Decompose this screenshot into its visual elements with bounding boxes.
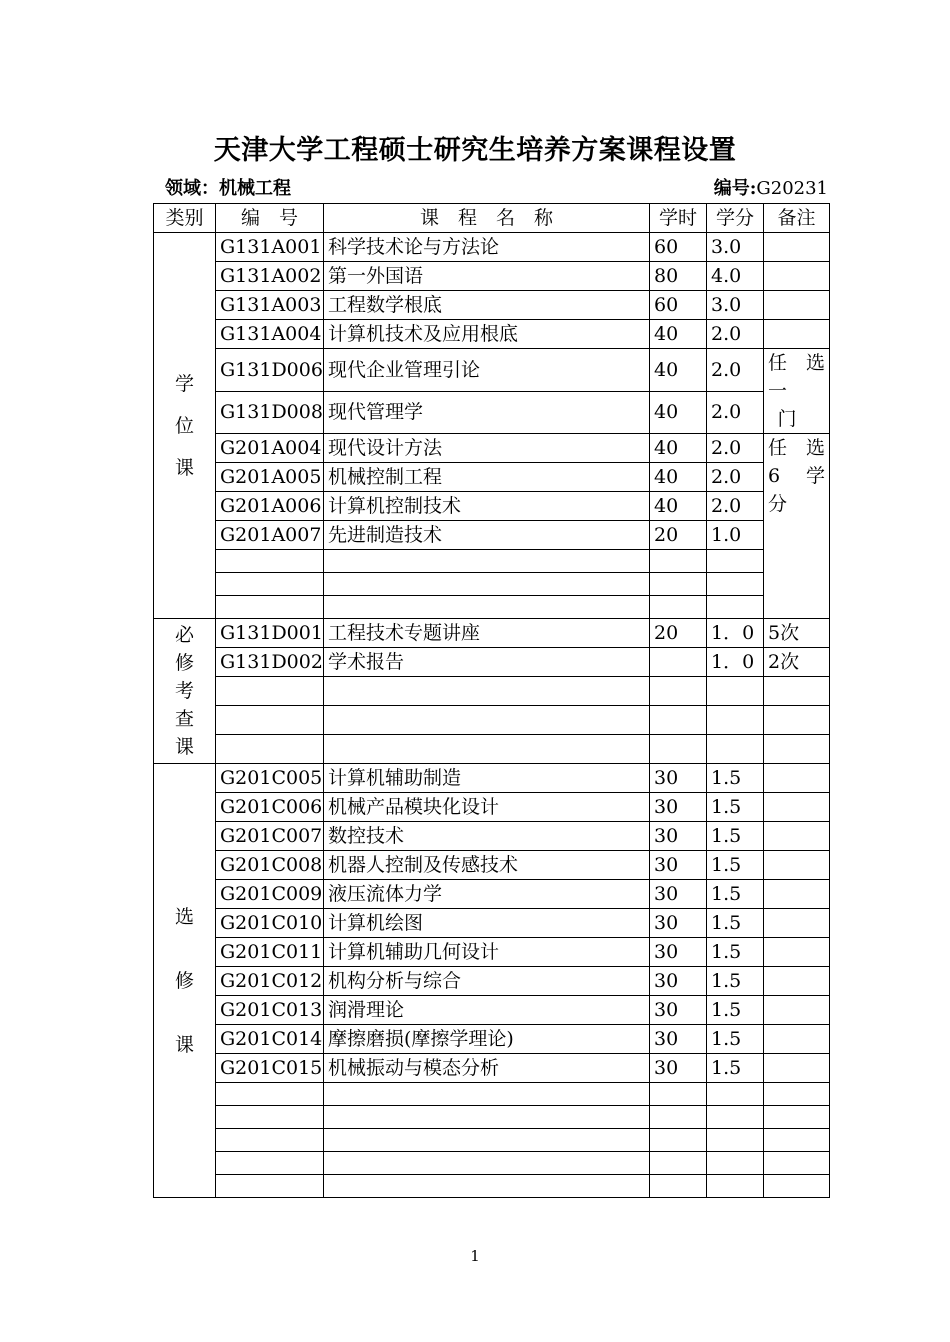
table-header-row	[154, 204, 830, 233]
remark-char: 选	[805, 352, 825, 374]
course-hours: 40	[650, 320, 707, 349]
course-code: G201C012	[216, 967, 324, 996]
remark-text	[768, 349, 825, 433]
course-code: G131D008	[216, 391, 324, 434]
course-credits: 3.0	[707, 233, 764, 262]
table-row-blank	[154, 1129, 830, 1152]
blank-credits	[707, 573, 764, 596]
course-name: 数控技术	[324, 822, 650, 851]
course-credits: 2.0	[707, 463, 764, 492]
blank-code	[216, 1175, 324, 1198]
blank-name	[324, 706, 650, 735]
course-name: 现代企业管理引论	[324, 349, 650, 392]
category-char: 查	[174, 708, 194, 730]
table-row	[154, 233, 830, 262]
header-remarks: 备注	[764, 204, 830, 233]
table-row-blank	[154, 1083, 830, 1106]
table-row-blank	[154, 1175, 830, 1198]
course-hours: 30	[650, 851, 707, 880]
category-char: 修	[174, 969, 194, 992]
course-code: G201C011	[216, 938, 324, 967]
course-remark	[764, 996, 830, 1025]
course-remark	[764, 1054, 830, 1083]
category-char: 修	[174, 652, 194, 674]
blank-remark	[764, 735, 830, 764]
table-row	[154, 619, 830, 648]
course-name: 先进制造技术	[324, 521, 650, 550]
course-code: G201A007	[216, 521, 324, 550]
course-code: G131A004	[216, 320, 324, 349]
category-char: 课	[174, 456, 194, 479]
blank-code	[216, 1083, 324, 1106]
blank-remark	[764, 1106, 830, 1129]
course-code: G201C008	[216, 851, 324, 880]
course-code: G201C005	[216, 764, 324, 793]
course-credits: 1.5	[707, 793, 764, 822]
blank-credits	[707, 735, 764, 764]
blank-credits	[707, 550, 764, 573]
course-remark	[764, 880, 830, 909]
blank-hours	[650, 550, 707, 573]
table-row-blank	[154, 706, 830, 735]
remark-char: 任	[768, 352, 788, 374]
blank-hours	[650, 1083, 707, 1106]
blank-credits	[707, 596, 764, 619]
course-hours: 30	[650, 793, 707, 822]
table-row	[154, 822, 830, 851]
page-number: 1	[470, 1247, 480, 1265]
blank-code	[216, 1106, 324, 1129]
blank-credits	[707, 1175, 764, 1198]
category-char: 选	[174, 905, 194, 928]
table-row-blank	[154, 596, 830, 619]
blank-name	[324, 1106, 650, 1129]
table-row	[154, 492, 830, 521]
table-row	[154, 391, 830, 434]
blank-hours	[650, 573, 707, 596]
blank-hours	[650, 706, 707, 735]
blank-name	[324, 573, 650, 596]
course-name: 机构分析与综合	[324, 967, 650, 996]
course-hours: 80	[650, 262, 707, 291]
course-remark: 5次	[764, 619, 830, 648]
category-char: 考	[174, 680, 194, 702]
table-row	[154, 938, 830, 967]
blank-remark	[764, 1152, 830, 1175]
blank-code	[216, 1152, 324, 1175]
remark-choose-six-credits	[764, 434, 830, 619]
table-row	[154, 434, 830, 463]
header-number: 编 号	[216, 204, 324, 233]
table-row-blank	[154, 573, 830, 596]
course-hours: 30	[650, 938, 707, 967]
course-credits: 2.0	[707, 349, 764, 392]
course-credits: 4.0	[707, 262, 764, 291]
blank-name	[324, 1152, 650, 1175]
course-code: G201C015	[216, 1054, 324, 1083]
field-label: 领域：	[165, 178, 219, 199]
course-credits: 1．0	[707, 619, 764, 648]
table-row	[154, 262, 830, 291]
table-row	[154, 1025, 830, 1054]
course-hours: 40	[650, 492, 707, 521]
blank-remark	[764, 1083, 830, 1106]
course-hours: 30	[650, 880, 707, 909]
blank-credits	[707, 1152, 764, 1175]
table-row	[154, 793, 830, 822]
course-name: 计算机控制技术	[324, 492, 650, 521]
course-code: G131D006	[216, 349, 324, 392]
course-code: G131D001	[216, 619, 324, 648]
blank-code	[216, 573, 324, 596]
course-name: 机械产品模块化设计	[324, 793, 650, 822]
table-row-blank	[154, 550, 830, 573]
blank-remark	[764, 706, 830, 735]
course-credits: 1.5	[707, 938, 764, 967]
remark-char: 分	[768, 493, 788, 515]
course-remark	[764, 793, 830, 822]
blank-credits	[707, 1106, 764, 1129]
table-row	[154, 463, 830, 492]
course-name: 现代设计方法	[324, 434, 650, 463]
table-row	[154, 764, 830, 793]
blank-hours	[650, 735, 707, 764]
course-hours: 40	[650, 391, 707, 434]
course-code: G201C009	[216, 880, 324, 909]
table-row	[154, 648, 830, 677]
blank-credits	[707, 1129, 764, 1152]
course-name: 机械控制工程	[324, 463, 650, 492]
blank-hours	[650, 677, 707, 706]
course-table	[153, 203, 830, 1198]
course-code: G131D002	[216, 648, 324, 677]
blank-code	[216, 677, 324, 706]
remark-char: 选	[805, 437, 825, 459]
course-credits: 1.0	[707, 521, 764, 550]
course-code: G131A001	[216, 233, 324, 262]
course-hours: 30	[650, 996, 707, 1025]
table-row	[154, 521, 830, 550]
course-hours: 30	[650, 1054, 707, 1083]
course-remark	[764, 291, 830, 320]
course-hours: 40	[650, 349, 707, 392]
category-char: 位	[174, 414, 194, 437]
course-remark	[764, 320, 830, 349]
header-hours: 学时	[650, 204, 707, 233]
course-name: 机器人控制及传感技术	[324, 851, 650, 880]
table-body	[154, 233, 830, 1198]
course-name: 工程技术专题讲座	[324, 619, 650, 648]
blank-code	[216, 735, 324, 764]
blank-name	[324, 596, 650, 619]
course-remark	[764, 1025, 830, 1054]
blank-name	[324, 550, 650, 573]
code-info	[714, 174, 828, 200]
blank-credits	[707, 677, 764, 706]
course-name: 计算机辅助几何设计	[324, 938, 650, 967]
blank-name	[324, 1083, 650, 1106]
blank-name	[324, 677, 650, 706]
remark-char: 门	[777, 408, 797, 430]
category-elective-courses	[154, 764, 216, 1198]
course-credits: 2.0	[707, 492, 764, 521]
course-remark	[764, 909, 830, 938]
blank-remark	[764, 677, 830, 706]
course-name: 科学技术论与方法论	[324, 233, 650, 262]
course-credits: 1.5	[707, 1054, 764, 1083]
course-remark	[764, 764, 830, 793]
table-row-blank	[154, 677, 830, 706]
category-degree-courses	[154, 233, 216, 619]
remark-char: 任	[768, 437, 788, 459]
course-name: 第一外国语	[324, 262, 650, 291]
blank-code	[216, 706, 324, 735]
table-row	[154, 996, 830, 1025]
blank-hours	[650, 1129, 707, 1152]
blank-hours	[650, 596, 707, 619]
course-credits: 1．0	[707, 648, 764, 677]
course-hours: 30	[650, 822, 707, 851]
category-char: 学	[174, 372, 194, 395]
course-code: G201C010	[216, 909, 324, 938]
blank-remark	[764, 1129, 830, 1152]
course-code: G201C006	[216, 793, 324, 822]
course-credits: 1.5	[707, 909, 764, 938]
table-row	[154, 967, 830, 996]
course-credits: 1.5	[707, 880, 764, 909]
course-name: 学术报告	[324, 648, 650, 677]
remark-text	[768, 434, 825, 518]
remark-choose-one	[764, 349, 830, 434]
course-name: 计算机辅助制造	[324, 764, 650, 793]
course-code: G201A006	[216, 492, 324, 521]
remark-char: 6	[768, 465, 781, 487]
course-hours: 30	[650, 1025, 707, 1054]
course-credits: 2.0	[707, 391, 764, 434]
category-required-courses	[154, 619, 216, 764]
course-remark	[764, 262, 830, 291]
course-remark	[764, 967, 830, 996]
blank-hours	[650, 1152, 707, 1175]
course-code: G201C007	[216, 822, 324, 851]
code-value: G20231	[756, 178, 828, 199]
course-remark	[764, 233, 830, 262]
course-hours: 30	[650, 967, 707, 996]
remark-char: 学	[805, 465, 825, 487]
blank-code	[216, 550, 324, 573]
table-row	[154, 320, 830, 349]
course-code: G201A004	[216, 434, 324, 463]
course-credits: 3.0	[707, 291, 764, 320]
course-remark	[764, 938, 830, 967]
blank-credits	[707, 706, 764, 735]
course-name: 机械振动与模态分析	[324, 1054, 650, 1083]
course-name: 工程数学根底	[324, 291, 650, 320]
blank-code	[216, 596, 324, 619]
table-row-blank	[154, 1106, 830, 1129]
table-row	[154, 1054, 830, 1083]
course-hours: 60	[650, 233, 707, 262]
course-code: G201C014	[216, 1025, 324, 1054]
code-label: 编号:	[713, 178, 757, 199]
remark-char: 一	[768, 380, 788, 402]
course-hours: 30	[650, 909, 707, 938]
course-hours: 30	[650, 764, 707, 793]
document-meta	[165, 174, 828, 200]
course-remark	[764, 851, 830, 880]
course-credits: 1.5	[707, 1025, 764, 1054]
course-name: 现代管理学	[324, 391, 650, 434]
course-code: G201C013	[216, 996, 324, 1025]
header-category: 类别	[154, 204, 216, 233]
course-credits: 2.0	[707, 434, 764, 463]
course-remark: 2次	[764, 648, 830, 677]
course-code: G131A002	[216, 262, 324, 291]
course-remark	[764, 822, 830, 851]
course-code: G131A003	[216, 291, 324, 320]
course-name: 计算机绘图	[324, 909, 650, 938]
table-row	[154, 291, 830, 320]
course-code: G201A005	[216, 463, 324, 492]
course-hours: 40	[650, 463, 707, 492]
table-row-blank	[154, 1152, 830, 1175]
course-hours: 40	[650, 434, 707, 463]
blank-hours	[650, 1175, 707, 1198]
blank-hours	[650, 1106, 707, 1129]
course-name: 计算机技术及应用根底	[324, 320, 650, 349]
blank-name	[324, 1175, 650, 1198]
page-title: 天津大学工程硕士研究生培养方案课程设置	[213, 135, 737, 166]
course-name: 摩擦磨损(摩擦学理论)	[324, 1025, 650, 1054]
field-info	[165, 174, 291, 200]
category-char: 课	[174, 1033, 194, 1056]
course-credits: 1.5	[707, 822, 764, 851]
blank-name	[324, 1129, 650, 1152]
course-hours: 20	[650, 619, 707, 648]
course-hours: 20	[650, 521, 707, 550]
blank-remark	[764, 1175, 830, 1198]
table-row	[154, 909, 830, 938]
blank-credits	[707, 1083, 764, 1106]
course-credits: 1.5	[707, 996, 764, 1025]
table-row	[154, 349, 830, 392]
course-hours: 60	[650, 291, 707, 320]
header-name: 课 程 名 称	[324, 204, 650, 233]
blank-code	[216, 1129, 324, 1152]
field-value: 机械工程	[219, 178, 291, 199]
category-char: 必	[174, 624, 194, 646]
table-row-blank	[154, 735, 830, 764]
table-row	[154, 880, 830, 909]
category-char: 课	[174, 736, 194, 758]
course-credits: 1.5	[707, 967, 764, 996]
course-credits: 2.0	[707, 320, 764, 349]
table-row	[154, 851, 830, 880]
course-hours	[650, 648, 707, 677]
header-credits: 学分	[707, 204, 764, 233]
course-credits: 1.5	[707, 764, 764, 793]
course-name: 润滑理论	[324, 996, 650, 1025]
course-name: 液压流体力学	[324, 880, 650, 909]
course-credits: 1.5	[707, 851, 764, 880]
blank-name	[324, 735, 650, 764]
